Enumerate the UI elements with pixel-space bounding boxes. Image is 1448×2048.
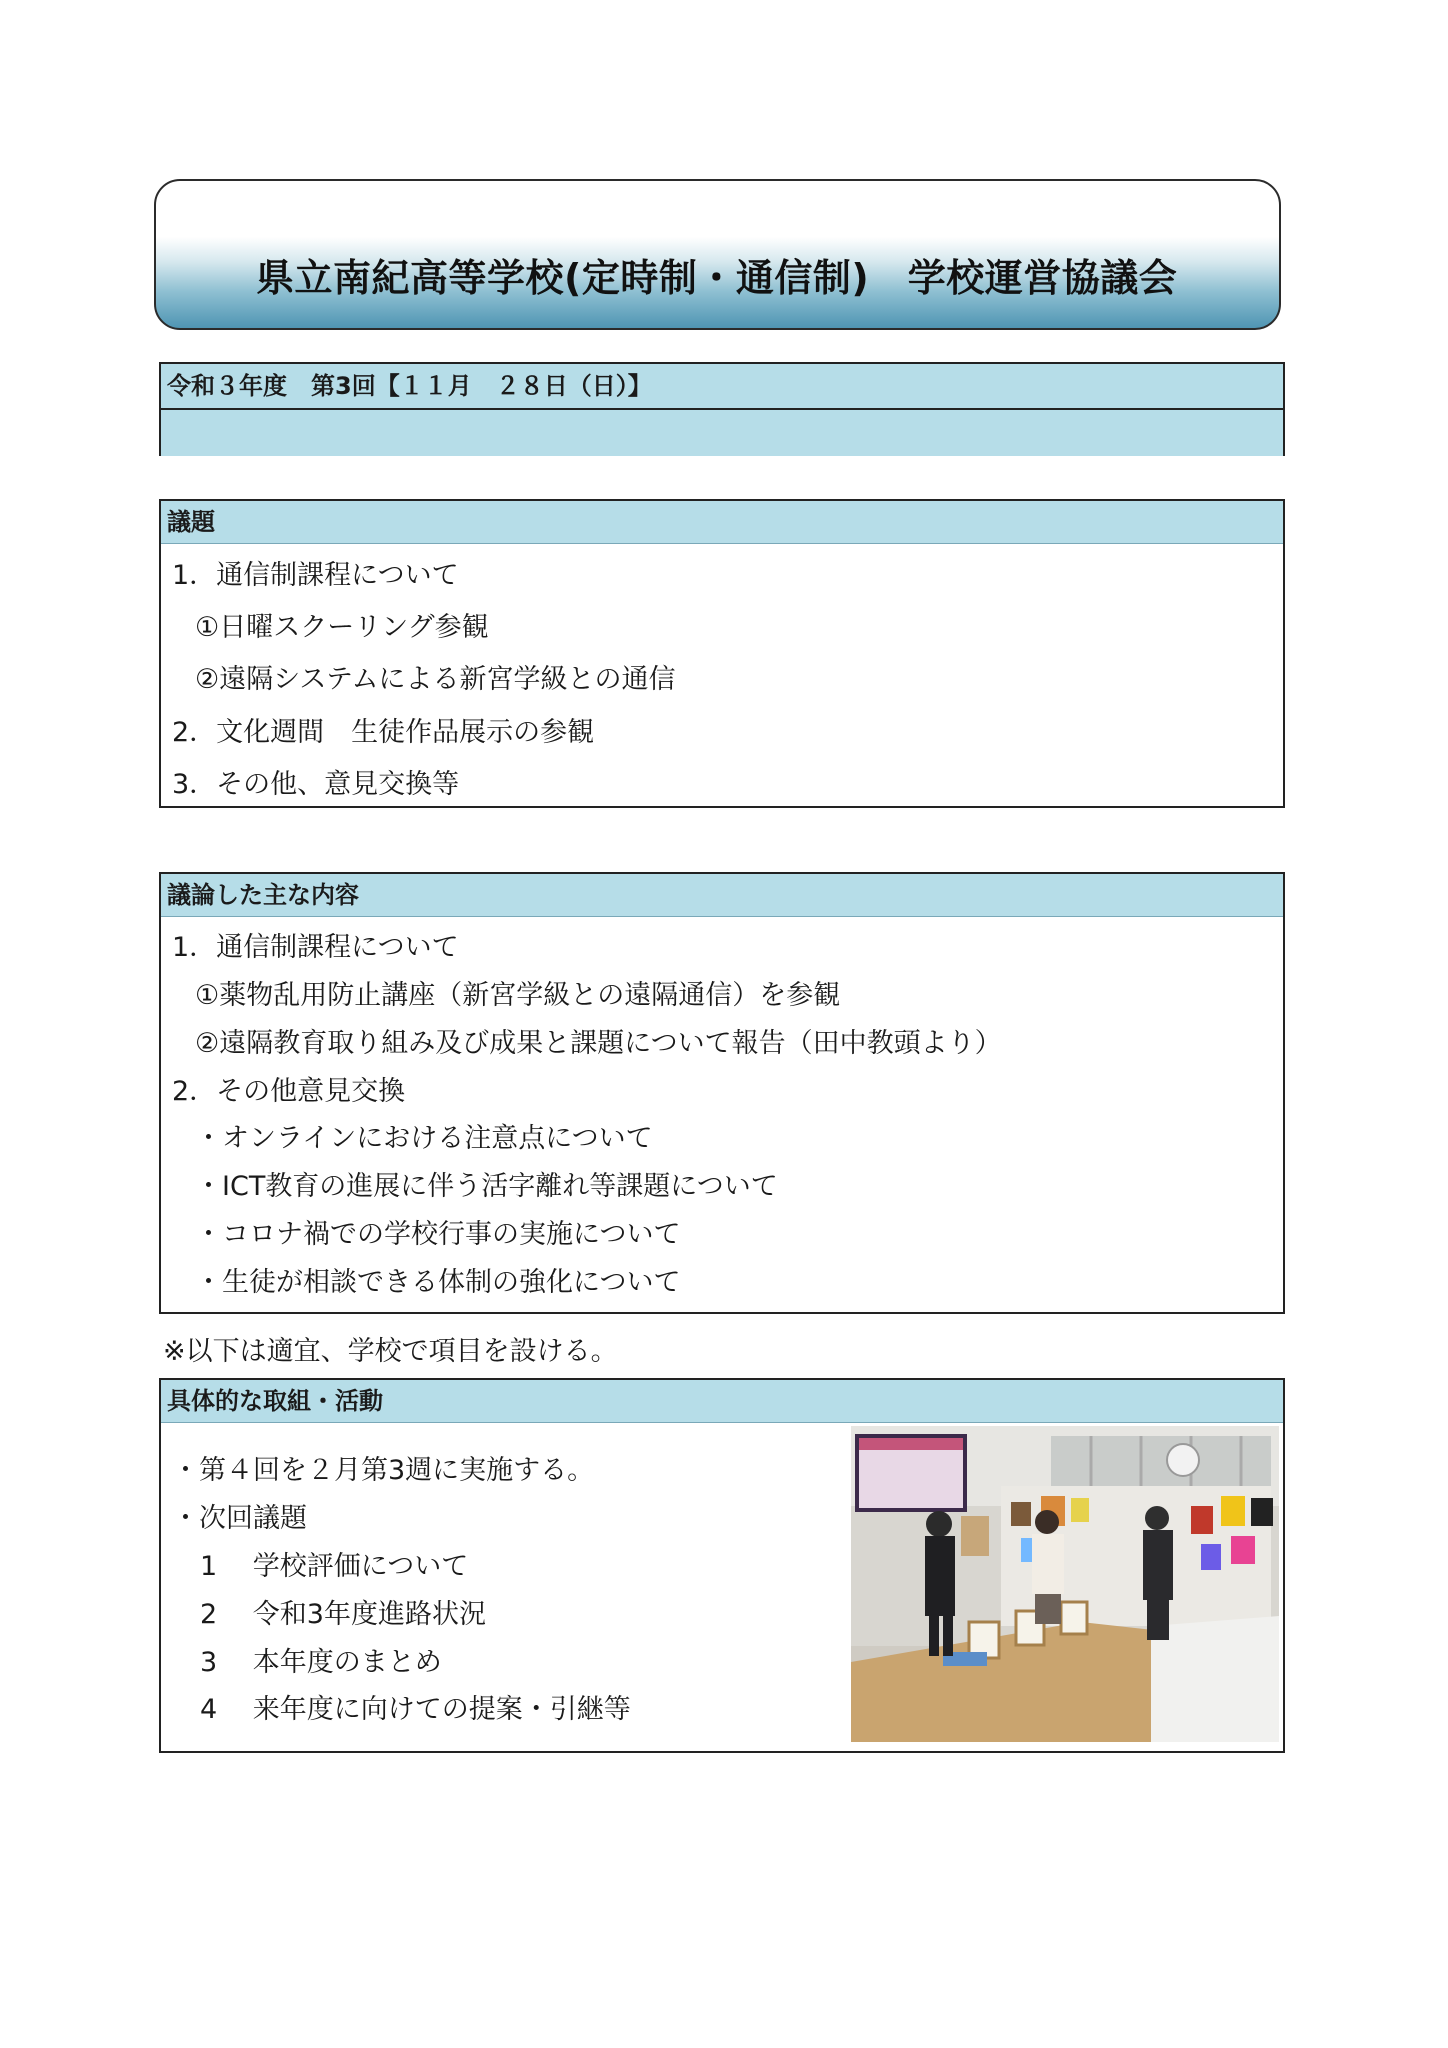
meeting-date-heading: 令和３年度 第3回【１１月 ２８日（日）】 <box>161 364 1283 410</box>
discussion-heading: 議論した主な内容 <box>161 874 1283 917</box>
activity-item: ・第４回を２月第3週に実施する。 <box>172 1455 595 1486</box>
discussion-item: ・ICT教育の進展に伴う活字離れ等課題について <box>195 1171 778 1202</box>
activity-item: 4 来年度に向けての提案・引継等 <box>200 1694 631 1725</box>
note-text: ※以下は適宜、学校で項目を設ける。 <box>163 1336 618 1367</box>
discussion-item: 2．その他意見交換 <box>172 1076 406 1107</box>
agenda-item: 2．文化週間 生徒作品展示の参観 <box>172 717 595 748</box>
agenda-item: ①日曜スクーリング参観 <box>195 612 489 643</box>
agenda-box <box>159 499 1285 808</box>
discussion-item: ・コロナ禍での学校行事の実施について <box>195 1219 681 1250</box>
discussion-item: ・生徒が相談できる体制の強化について <box>195 1267 681 1298</box>
discussion-item: ・オンラインにおける注意点について <box>195 1123 653 1154</box>
meeting-date-box <box>159 362 1285 456</box>
agenda-item: 3．その他、意見交換等 <box>172 769 460 800</box>
activity-heading: 具体的な取組・活動 <box>161 1380 1283 1423</box>
discussion-item: ②遠隔教育取り組み及び成果と課題について報告（田中教頭より） <box>195 1028 1002 1059</box>
discussion-item: ①薬物乱用防止講座（新宮学級との遠隔通信）を参観 <box>195 980 841 1011</box>
activity-item: 1 学校評価について <box>200 1551 469 1582</box>
discussion-item: 1．通信制課程について <box>172 932 459 963</box>
exhibition-photo-image <box>851 1426 1279 1742</box>
agenda-heading: 議題 <box>161 501 1283 544</box>
activity-item: 3 本年度のまとめ <box>200 1647 442 1678</box>
meeting-date-blank-row <box>161 410 1283 456</box>
agenda-item: ②遠隔システムによる新宮学級との通信 <box>195 664 676 695</box>
discussion-box <box>159 872 1285 1314</box>
page-title: 県立南紀高等学校(定時制・通信制) 学校運営協議会 <box>256 256 1178 300</box>
exhibition-photo <box>851 1426 1279 1742</box>
agenda-item: 1．通信制課程について <box>172 560 459 591</box>
activity-item: ・次回議題 <box>172 1503 307 1534</box>
title-banner <box>154 179 1281 330</box>
activity-item: 2 令和3年度進路状況 <box>200 1599 486 1630</box>
